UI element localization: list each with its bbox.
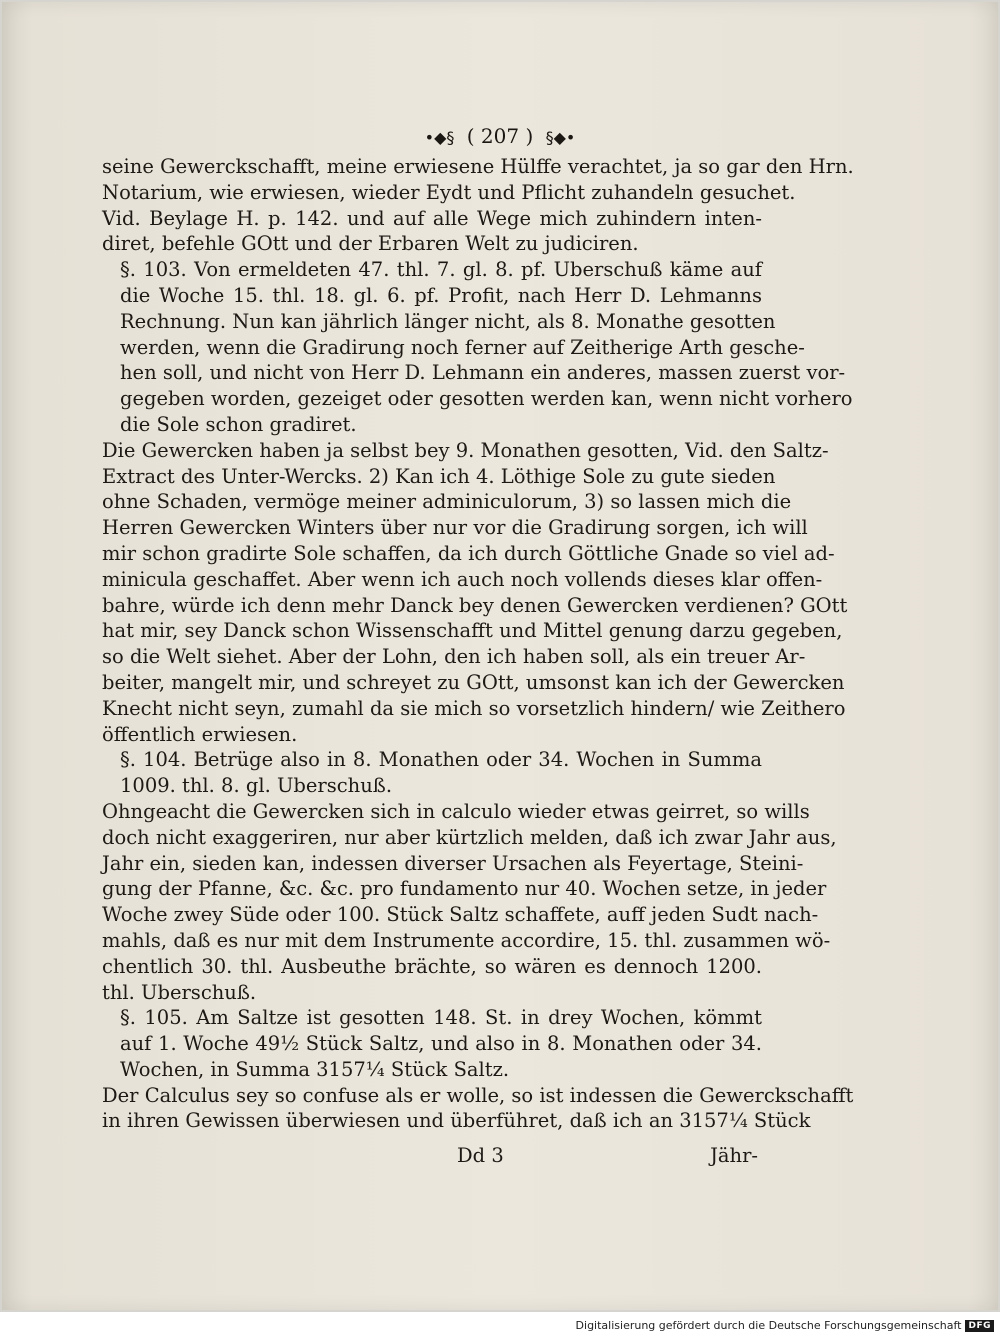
text-line: öffentlich erwiesen. <box>102 722 298 746</box>
right-ornament: §◆• <box>545 128 576 147</box>
credit-text: Digitalisierung gefördert durch die Deutsche Forschungsgemeinschaft <box>575 1319 962 1332</box>
text-line: Herren Gewercken Winters über nur vor die Gradirung sorgen, ich will <box>102 516 808 540</box>
text-line: thl. Uberschuß. <box>102 980 257 1004</box>
text-line: bahre, würde ich denn mehr Danck bey denen Gewercken verdienen? GOtt <box>102 593 848 617</box>
text-line: §. 103. Von ermeldeten 47. thl. 7. gl. 8. pf. Uberschuß käme auf <box>120 258 762 282</box>
text-line: Jahr ein, sieden kan, indessen diverser Ursachen als Feyertage, Steini- <box>102 851 804 875</box>
page-header <box>2 124 998 148</box>
text-line: hen soll, und nicht von Herr D. Lehmann ein anderes, massen zuerst vor- <box>120 361 846 385</box>
text-line: Woche zwey Süde oder 100. Stück Saltz schaffete, auff jeden Sudt nach- <box>102 903 819 927</box>
dfg-logo: DFG <box>965 1320 994 1332</box>
text-line: so die Welt siehet. Aber der Lohn, den ich haben soll, als ein treuer Ar- <box>102 645 806 669</box>
text-line: auf 1. Woche 49½ Stück Saltz, und also in 8. Monathen oder 34. <box>120 1032 762 1056</box>
digitization-credit <box>576 1319 994 1332</box>
book-page <box>2 2 998 1310</box>
text-line: Die Gewercken haben ja selbst bey 9. Monathen gesotten, Vid. den Saltz- <box>102 438 829 462</box>
text-line: Knecht nicht seyn, zumahl da sie mich so vorsetzlich hindern/ wie Zeithero <box>102 696 846 720</box>
text-line: chentlich 30. thl. Ausbeuthe brächte, so wären es dennoch 1200. <box>102 954 762 978</box>
left-ornament: •◆§ <box>424 128 455 147</box>
page-foot-line <box>102 1144 762 1170</box>
text-line: Wochen, in Summa 3157¼ Stück Saltz. <box>120 1057 510 1081</box>
text-line: seine Gewerckschafft, meine erwiesene Hülffe verachtet, ja so gar den Hrn. <box>102 155 854 178</box>
text-line: in ihren Gewissen überwiesen und überführet, daß ich an 3157¼ Stück <box>102 1109 811 1133</box>
text-line: Ohngeacht die Gewercken sich in calculo wieder etwas geirret, so wills <box>102 799 810 823</box>
text-line: mir schon gradirte Sole schaffen, da ich durch Göttliche Gnade so viel ad- <box>102 541 835 565</box>
text-line: hat mir, sey Danck schon Wissenschafft und Mittel genung darzu gegeben, <box>102 619 843 643</box>
text-line: diret, befehle GOtt und der Erbaren Welt zu judiciren. <box>102 232 639 256</box>
text-line: doch nicht exaggeriren, nur aber kürtzlich melden, daß ich zwar Jahr aus, <box>102 825 837 849</box>
catchword: Jähr- <box>710 1144 758 1167</box>
body-text <box>102 154 854 1134</box>
text-line: §. 104. Betrüge also in 8. Monathen oder 34. Wochen in Summa <box>120 748 762 772</box>
text-line: 1009. thl. 8. gl. Uberschuß. <box>120 774 393 798</box>
text-line: gung der Pfanne, &c. &c. pro fundamento nur 40. Wochen setze, in jeder <box>102 877 827 901</box>
text-line: minicula geschaffet. Aber wenn ich auch noch vollends dieses klar offen- <box>102 567 823 591</box>
text-line: Der Calculus sey so confuse als er wolle, so ist indessen die Gewerckschafft <box>102 1083 854 1107</box>
page-number: ( 207 ) <box>466 124 534 148</box>
text-line: werden, wenn die Gradirung noch ferner auf Zeitherige Arth gesche- <box>120 335 805 359</box>
text-line: gegeben worden, gezeiget oder gesotten werden kan, wenn nicht vorhero <box>120 387 853 411</box>
text-line: die Sole schon gradiret. <box>120 412 357 436</box>
signature-mark: Dd 3 <box>457 1144 504 1167</box>
text-line: Rechnung. Nun kan jährlich länger nicht, als 8. Monathe gesotten <box>120 309 776 333</box>
text-line: §. 105. Am Saltze ist gesotten 148. St. in drey Wochen, kömmt <box>120 1006 762 1030</box>
text-line: Extract des Unter-Wercks. 2) Kan ich 4. Löthige Sole zu gute sieden <box>102 464 776 488</box>
text-line: die Woche 15. thl. 18. gl. 6. pf. Profit, nach Herr D. Lehmanns <box>120 283 762 307</box>
text-line: mahls, daß es nur mit dem Instrumente accordire, 15. thl. zusammen wö- <box>102 928 831 952</box>
text-line: Notarium, wie erwiesen, wieder Eydt und Pflicht zuhandeln gesuchet. <box>102 180 796 204</box>
text-line: beiter, mangelt mir, und schreyet zu GOtt, umsonst kan ich der Gewercken <box>102 670 845 694</box>
text-line: Vid. Beylage H. p. 142. und auf alle Wege mich zuhindern inten- <box>102 206 762 230</box>
text-line: ohne Schaden, vermöge meiner adminiculorum, 3) so lassen mich die <box>102 490 792 514</box>
